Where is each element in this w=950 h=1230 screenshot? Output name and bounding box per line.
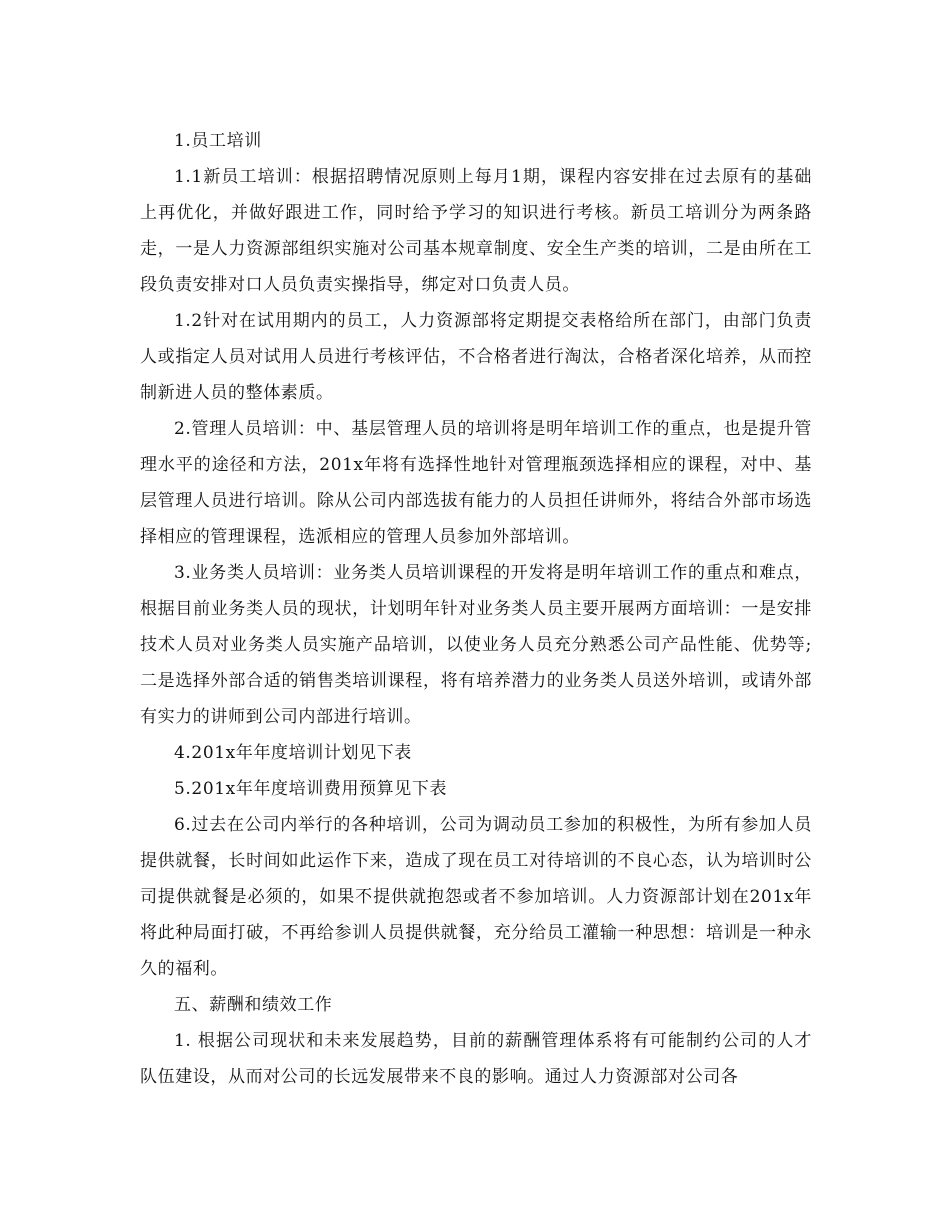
paragraph-training-meals: 6.过去在公司内举行的各种培训，公司为调动员工参加的积极性，为所有参加人员提供就餐，长时间如此运作下来，造成了现在员工对待培训的不良心态，认为培训时公司提供就餐是必须的，如果不提供就抱怨或者不参加培训。人力资源部计划在201x年将此种局面打破，不再给参训人员提供就餐，充分给员工灌输一种思想：培训是一种永久的福利。 (140, 815, 812, 979)
paragraph-new-employee-training: 1.1新员工培训：根据招聘情况原则上每月1期，课程内容安排在过去原有的基础上再优化，并做好跟进工作，同时给予学习的知识进行考核。新员工培训分为两条路走，一是人力资源部组织实施对公司基本规章制度、安全生产类的培训，二是由所在工段负责安排对口人员负责实操指导，绑定对口负责人员。 (140, 167, 812, 295)
document-body (140, 123, 812, 1095)
paragraph-management-training: 2.管理人员培训：中、基层管理人员的培训将是明年培训工作的重点，也是提升管理水平的途径和方法，201x年将有选择性地针对管理瓶颈选择相应的课程，对中、基层管理人员进行培训。除从公司内部选拔有能力的人员担任讲师外，将结合外部市场选择相应的管理课程，选派相应的管理人员参加外部培训。 (140, 419, 812, 547)
paragraph-business-staff-training: 3.业务类人员培训：业务类人员培训课程的开发将是明年培训工作的重点和难点，根据目前业务类人员的现状，计划明年针对业务类人员主要开展两方面培训：一是安排技术人员对业务类人员实施产品培训，以使业务人员充分熟悉公司产品性能、优势等;二是选择外部合适的销售类培训课程，将有培养潜力的业务类人员送外培训，或请外部有实力的讲师到公司内部进行培训。 (140, 563, 812, 727)
section-heading-compensation-performance: 五、薪酬和绩效工作 (174, 995, 333, 1015)
paragraph-training-plan-table: 4.201x年年度培训计划见下表 (174, 743, 412, 763)
paragraph-compensation-system: 1. 根据公司现状和未来发展趋势，目前的薪酬管理体系将有可能制约公司的人才队伍建设，从而对公司的长远发展带来不良的影响。通过人力资源部对公司各 (140, 1031, 812, 1087)
paragraph-heading-employee-training: 1.员工培训 (174, 131, 262, 151)
paragraph-probation-assessment: 1.2针对在试用期内的员工，人力资源部将定期提交表格给所在部门，由部门负责人或指定人员对试用人员进行考核评估，不合格者进行淘汰，合格者深化培养，从而控制新进人员的整体素质。 (140, 311, 812, 403)
paragraph-training-budget-table: 5.201x年年度培训费用预算见下表 (174, 779, 448, 799)
